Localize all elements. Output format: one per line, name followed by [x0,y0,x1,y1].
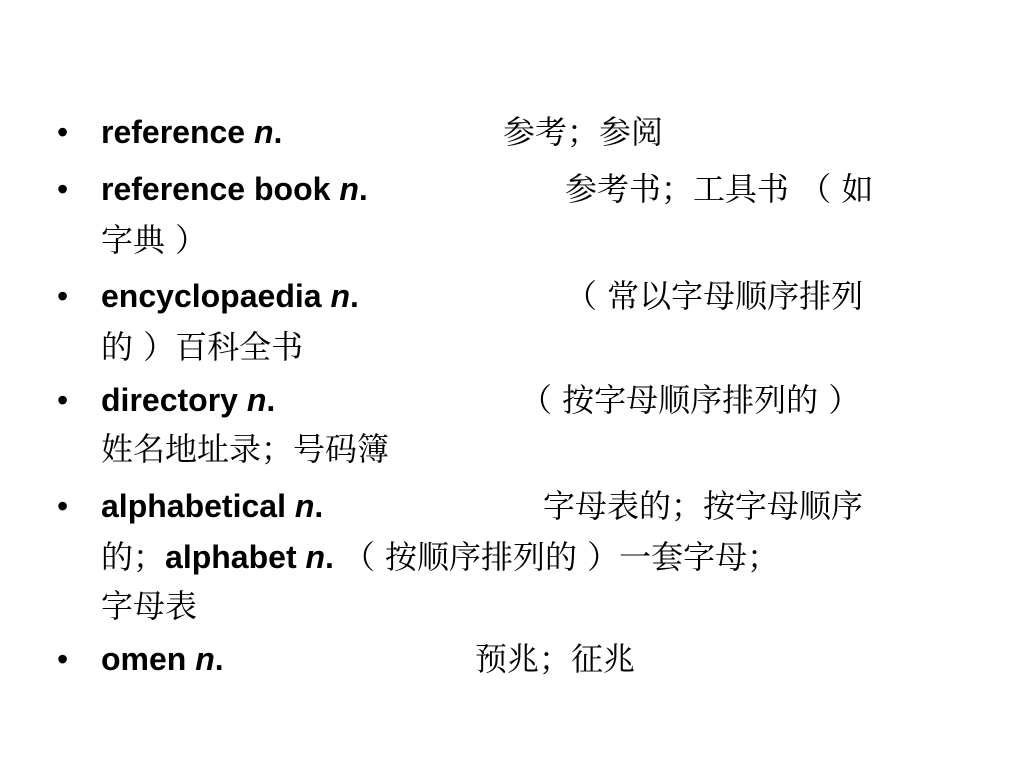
definition-continued: 字母表 [101,587,198,625]
entry-headword: reference n. [101,114,283,150]
term-secondary: alphabet [165,539,297,575]
definition-continued: 字典 ） [101,221,208,259]
definition: 字母表的；按字母顺序 [543,487,864,525]
definition: （ 常以字母顺序排列 [565,277,864,315]
bullet: • [57,171,69,207]
definition: 参考；参阅 [503,113,664,151]
definition: 参考书；工具书 （ 如 [565,170,874,208]
bullet: • [57,641,69,677]
entry-headword: encyclopaedia n. [101,278,359,314]
part-of-speech: n [330,278,350,314]
part-of-speech: n [305,539,326,575]
part-of-speech: n [253,114,274,150]
term: directory [101,382,238,418]
term: omen [101,641,187,677]
part-of-speech: n [294,488,315,524]
term: encyclopaedia [101,278,322,314]
bullet: • [57,488,69,524]
part-of-speech: n [195,641,215,677]
part-of-speech: n [339,171,359,207]
entry-headword: directory n. [101,382,276,418]
term: reference book [101,171,331,207]
definition: （ 按字母顺序排列的 ） [520,381,861,419]
bullet: • [57,278,69,314]
entry-headword: reference book n. [101,171,368,207]
definition: 预兆；征兆 [475,640,636,678]
term: reference [101,114,246,150]
definition-continued: 的；alphabet n. （ 按顺序排列的 ）一套字母； [101,538,780,576]
definition-continued: 姓名地址录；号码簿 [101,430,390,468]
entry-headword: omen n. [101,641,224,677]
term: alphabetical [101,488,286,524]
part-of-speech: n [246,382,267,418]
bullet: • [57,114,69,150]
entry-headword: alphabetical n. [101,488,324,524]
definition-continued: 的 ）百科全书 [101,328,304,366]
bullet: • [57,382,69,418]
